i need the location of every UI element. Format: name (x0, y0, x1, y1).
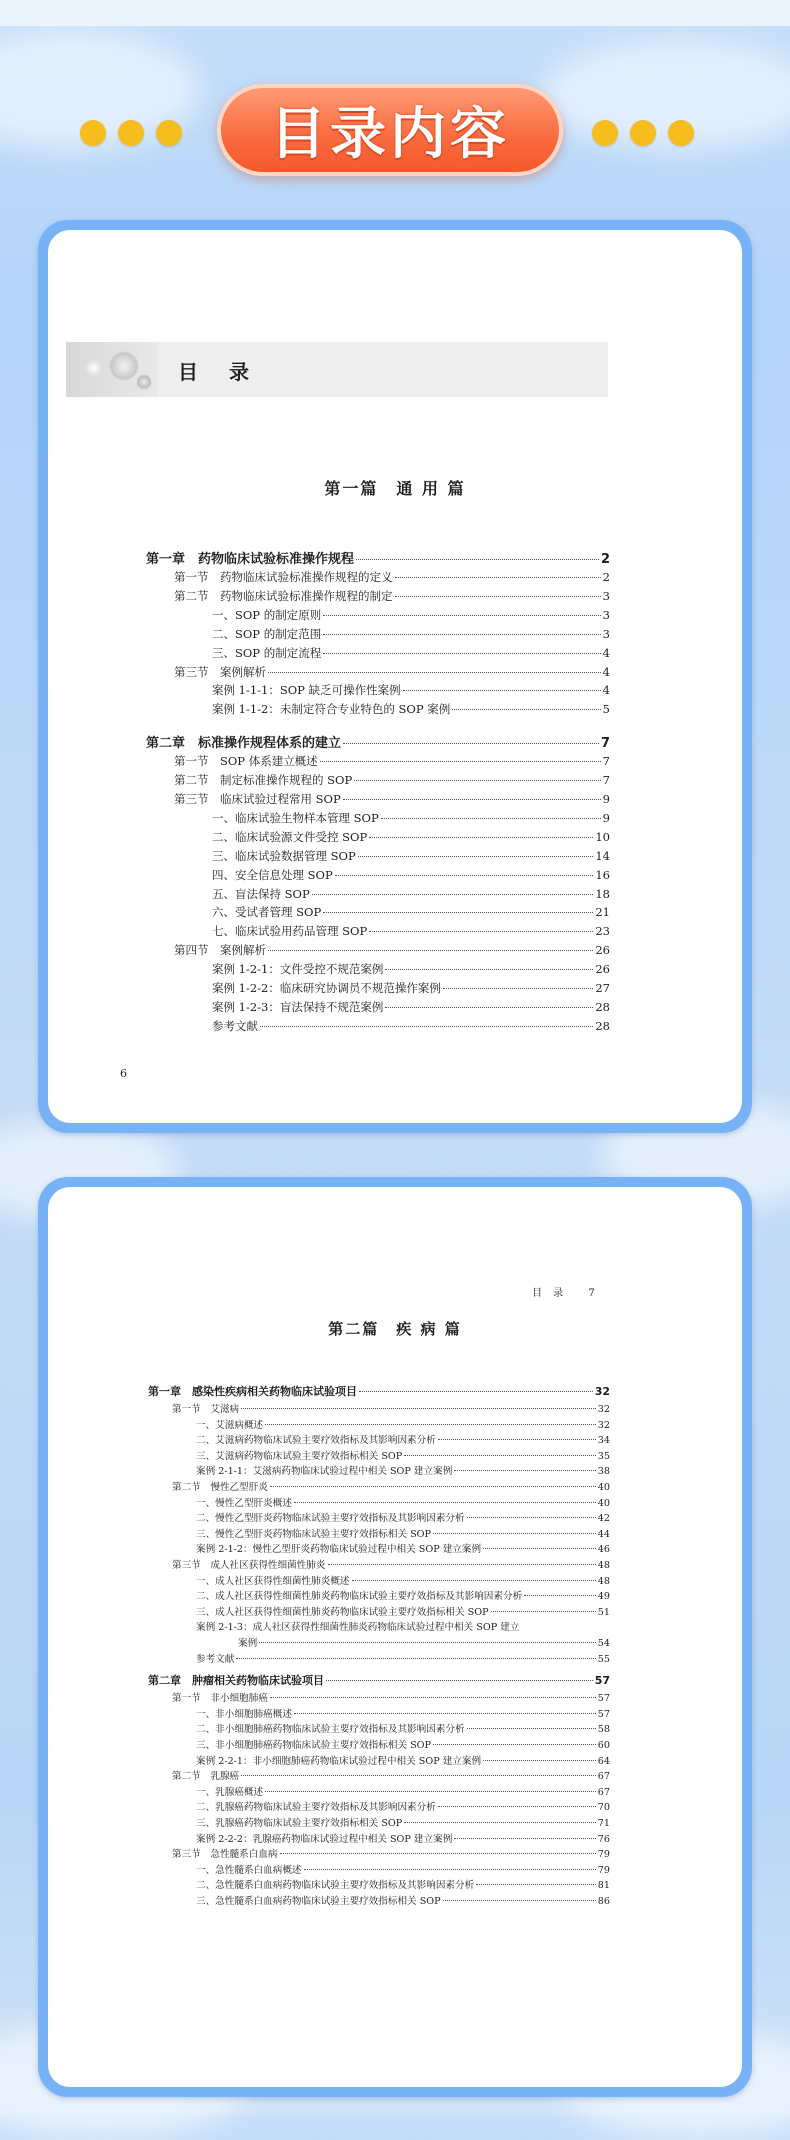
toc-leader-dots (241, 1408, 596, 1409)
toc-entry (212, 829, 610, 845)
toc-entry-page: 3 (602, 588, 610, 603)
toc-header-bar (66, 342, 608, 397)
toc-entry (196, 1862, 610, 1876)
toc-entry (196, 1510, 610, 1524)
toc-leader-dots (343, 799, 601, 800)
toc-entry-page: 27 (595, 981, 610, 995)
toc-entry-page: 7 (600, 736, 610, 752)
toc-entry-label: 一、非小细胞肺癌概述 (196, 1708, 292, 1720)
page-1-content (48, 230, 742, 1123)
toc-entry (212, 904, 610, 920)
toc-entry-page: 38 (597, 1466, 610, 1478)
toc-leader-dots (323, 653, 600, 654)
toc-entry-page: 32 (597, 1404, 610, 1415)
toc-entry-label: 二、急性髓系白血病药物临床试验主要疗效指标及其影响因素分析 (196, 1880, 475, 1892)
toc-entry-label: 第一节 艾滋病 (172, 1404, 240, 1415)
toc-entry-label: 一、SOP 的制定原则 (212, 607, 322, 622)
toc-entry-label: 参考文献 (212, 1018, 258, 1033)
toc-leader-dots (524, 1595, 596, 1596)
running-head (532, 1284, 599, 1299)
toc-entry-page: 21 (595, 905, 610, 920)
toc-entry-page: 40 (597, 1497, 610, 1509)
toc-entry-label: 第二节 乳腺癌 (172, 1771, 240, 1783)
toc-leader-dots (404, 1455, 596, 1456)
toc-entry-label: 二、非小细胞肺癌药物临床试验主要疗效指标及其影响因素分析 (196, 1724, 465, 1736)
toc-entry-label: 第三节 急性髓系白血病 (172, 1849, 278, 1861)
toc-entry-page: 26 (595, 962, 610, 977)
toc-entry (172, 1401, 610, 1415)
toc-entry-page: 2 (602, 570, 610, 584)
toc-leader-dots (343, 743, 599, 744)
toc-entry (174, 772, 610, 788)
toc-leader-dots (359, 1391, 593, 1392)
toc-header-title: 目 录 (178, 360, 261, 384)
toc-entry-page: 49 (597, 1591, 610, 1603)
toc-entry-page: 14 (595, 848, 610, 863)
toc-entry-label: 第三节 成人社区获得性细菌性肺炎 (172, 1560, 326, 1571)
toc-entry-label: 案例 1-1-1：SOP 缺乏可操作性案例 (212, 683, 401, 698)
toc-leader-dots (476, 1884, 596, 1885)
toc-leader-dots (236, 1658, 595, 1659)
toc-leader-dots (491, 1611, 596, 1612)
toc-chapter-entry (148, 1383, 610, 1399)
toc-leader-dots (354, 780, 600, 781)
toc-entry-page: 23 (595, 924, 610, 939)
toc-entry-label: 三、临床试验数据管理 SOP (212, 848, 356, 863)
toc-leader-dots (483, 1548, 596, 1549)
toc-entry-page: 3 (602, 626, 610, 641)
toc-leader-dots (369, 931, 593, 932)
toc-entry (212, 980, 610, 996)
toc-entry (196, 1417, 610, 1431)
toc-entry-page: 57 (594, 1674, 610, 1688)
toc-leader-dots (454, 1838, 595, 1839)
toc-leader-dots (352, 1580, 596, 1581)
toc-entry (172, 1557, 610, 1571)
toc-entry (172, 1690, 610, 1704)
toc-leader-dots (270, 1486, 596, 1487)
toc-entry-page: 58 (597, 1724, 610, 1736)
toc-entry-label: 二、乳腺癌药物临床试验主要疗效指标及其影响因素分析 (196, 1802, 436, 1814)
part-title: 第二篇 疾 病 篇 (328, 1320, 462, 1338)
toc-entry-label: 一、成人社区获得性细菌性肺炎概述 (196, 1575, 350, 1587)
toc-entry-page: 9 (602, 792, 610, 806)
toc-entry (212, 867, 610, 883)
right-dots (592, 120, 694, 146)
toc-entry (212, 626, 610, 642)
toc-entry-label: 案例 (238, 1638, 258, 1649)
toc-entry (196, 1588, 610, 1602)
toc-entry-label: 第一节 药物临床试验标准操作规程的定义 (174, 570, 393, 584)
toc-entry-page: 57 (597, 1693, 610, 1705)
toc-entry (196, 1463, 610, 1477)
toc-leader-dots (385, 1007, 593, 1008)
page-2-content (48, 1187, 742, 2087)
banner-title: 目录内容 (270, 102, 510, 167)
toc-leader-dots (268, 672, 601, 673)
toc-entry-label: 三、急性髓系白血病药物临床试验主要疗效指标相关 SOP (196, 1896, 441, 1907)
toc-entry-page: 42 (597, 1513, 610, 1525)
toc-entry-label: 案例 1-1-2：未制定符合专业特色的 SOP 案例 (212, 702, 451, 717)
toc-entry-page: 70 (597, 1802, 610, 1814)
toc-entry-label: 第二章 标准操作规程体系的建立 (146, 736, 342, 752)
toc-entry (196, 1432, 610, 1446)
running-head-title: 目 录 (532, 1288, 568, 1299)
toc-entry-label: 一、慢性乙型肝炎概述 (196, 1497, 292, 1509)
toc-entry (196, 1619, 610, 1633)
toc-entry (196, 1573, 610, 1587)
dot-decoration (118, 120, 144, 146)
toc-entry-label: 案例 2-1-3：成人社区获得性细菌性肺炎药物临床试验过程中相关 SOP 建立 (196, 1622, 520, 1634)
toc-entry (196, 1877, 610, 1891)
toc-entry-page: 48 (597, 1560, 610, 1571)
toc-leader-dots (381, 818, 601, 819)
toc-entry-label: 第二章 肿瘤相关药物临床试验项目 (148, 1674, 324, 1688)
toc-entry (172, 1846, 610, 1860)
toc-card-1 (38, 220, 752, 1133)
toc-leader-dots (358, 856, 594, 857)
toc-entry-page: 54 (597, 1638, 610, 1649)
toc-leader-dots (312, 894, 594, 895)
toc-leader-dots (433, 1533, 596, 1534)
toc-leader-dots (270, 1697, 596, 1698)
toc-entry-page: 32 (594, 1385, 610, 1398)
dot-decoration (156, 120, 182, 146)
toc-entry-label: 五、盲法保持 SOP (212, 886, 310, 901)
toc-entry-page: 3 (602, 607, 610, 622)
toc-leader-dots (323, 615, 600, 616)
toc-leader-dots (438, 1439, 596, 1440)
toc-entry-label: 一、乳腺癌概述 (196, 1786, 264, 1798)
toc-entry-page: 57 (597, 1708, 610, 1720)
toc-entry-label: 二、成人社区获得性细菌性肺炎药物临床试验主要疗效指标及其影响因素分析 (196, 1591, 523, 1603)
toc-entry-label: 六、受试者管理 SOP (212, 905, 322, 920)
toc-entry-label: 第二节 药物临床试验标准操作规程的制定 (174, 588, 393, 603)
toc-leader-dots (438, 1806, 596, 1807)
toc-entry (212, 701, 610, 717)
toc-entry-label: 第二节 慢性乙型肝炎 (172, 1482, 268, 1493)
toc-entry-label: 二、慢性乙型肝炎药物临床试验主要疗效指标及其影响因素分析 (196, 1513, 465, 1525)
toc-entry-page: 4 (602, 683, 610, 698)
toc-entry (238, 1635, 610, 1649)
toc-entry (196, 1604, 610, 1618)
toc-entry-page: 79 (597, 1849, 610, 1861)
left-dots (80, 120, 182, 146)
toc-entry-label: 第一章 药物临床试验标准操作规程 (146, 552, 355, 567)
toc-entry (212, 961, 610, 977)
toc-leader-dots (467, 1517, 596, 1518)
header-image (66, 342, 158, 397)
banner-title-pill (217, 84, 563, 176)
toc-leader-dots (259, 1642, 596, 1643)
toc-entry-page: 46 (597, 1544, 610, 1556)
toc-entry-label: 案例 2-1-2：慢性乙型肝炎药物临床试验过程中相关 SOP 建立案例 (196, 1544, 482, 1556)
running-head-page: 7 (588, 1288, 599, 1299)
toc-entry-page: 28 (595, 1018, 610, 1033)
toc-leader-dots (294, 1502, 596, 1503)
toc-leader-dots (241, 1775, 596, 1776)
toc-leader-dots (326, 1680, 593, 1681)
toc-entry-label: 三、艾滋病药物临床试验主要疗效指标相关 SOP (196, 1450, 403, 1462)
toc-card-2 (38, 1177, 752, 2097)
toc-entry-label: 第四节 案例解析 (174, 943, 266, 958)
toc-page-1 (48, 230, 742, 1123)
toc-entry-label: 二、临床试验源文件受控 SOP (212, 829, 368, 844)
toc-chapter-entry (146, 732, 610, 751)
toc-leader-dots (304, 1869, 596, 1870)
toc-leader-dots (403, 690, 601, 691)
toc-leader-dots (433, 1744, 596, 1745)
toc-leader-dots (335, 875, 594, 876)
toc-entry-page: 71 (597, 1818, 610, 1829)
toc-leader-dots (260, 1026, 593, 1027)
dot-decoration (80, 120, 106, 146)
toc-entry-label: 案例 2-2-1：非小细胞肺癌药物临床试验过程中相关 SOP 建立案例 (196, 1755, 482, 1767)
toc-entry (174, 791, 610, 807)
toc-entry-page: 86 (597, 1896, 610, 1907)
toc-entry-page: 4 (602, 645, 610, 660)
toc-entry (212, 810, 610, 826)
toc-entry (174, 588, 610, 604)
part-title: 第一篇 通 用 篇 (324, 479, 466, 498)
toc-entry-label: 三、成人社区获得性细菌性肺炎药物临床试验主要疗效指标相关 SOP (196, 1606, 489, 1618)
toc-entry-label: 三、慢性乙型肝炎药物临床试验主要疗效指标相关 SOP (196, 1528, 432, 1540)
toc-entry-page: 26 (595, 943, 610, 958)
toc-entry-label: 一、临床试验生物样本管理 SOP (212, 810, 379, 825)
toc-leader-dots (265, 1424, 596, 1425)
toc-entry-page: 81 (597, 1880, 610, 1892)
toc-entry-label: 第一节 SOP 体系建立概述 (174, 754, 318, 769)
toc-chapter-entry (148, 1672, 610, 1688)
toc-entry (212, 607, 610, 623)
toc-entry (196, 1526, 610, 1540)
toc-page-2 (48, 1187, 742, 2087)
toc-entry-page: 67 (597, 1771, 610, 1783)
toc-entry (174, 569, 610, 585)
toc-leader-dots (294, 1713, 596, 1714)
toc-entry (196, 1737, 610, 1751)
toc-entry (174, 753, 610, 769)
top-band (0, 0, 790, 26)
toc-leader-dots (443, 988, 593, 989)
dot-decoration (592, 120, 618, 146)
toc-entry-page: 10 (595, 829, 610, 844)
toc-leader-dots (268, 950, 593, 951)
toc-entry-label: 案例 1-2-2：临床研究协调员不规范操作案例 (212, 981, 441, 995)
toc-entry (172, 1479, 610, 1493)
toc-leader-dots (467, 1728, 596, 1729)
toc-entry-page: 67 (597, 1786, 610, 1798)
toc-entry (196, 1706, 610, 1720)
toc-entry (196, 1893, 610, 1907)
page-number: 6 (120, 1067, 127, 1080)
toc-entry-page: 9 (602, 810, 610, 825)
toc-entry-page: 7 (602, 754, 610, 769)
toc-entry-label: 第一节 非小细胞肺癌 (172, 1693, 268, 1705)
toc-leader-dots (356, 559, 599, 560)
toc-entry (196, 1799, 610, 1813)
toc-entry-page: 40 (597, 1482, 610, 1493)
toc-entry-label: 三、SOP 的制定流程 (212, 645, 322, 660)
toc-entry-label: 第二节 制定标准操作规程的 SOP (174, 773, 353, 788)
toc-entry-page: 35 (597, 1450, 610, 1462)
toc-entry (196, 1784, 610, 1798)
toc-entry-page: 64 (597, 1755, 610, 1767)
toc-entry (212, 682, 610, 698)
toc-entry-page: 55 (597, 1653, 610, 1665)
toc-entry-page: 60 (597, 1740, 610, 1751)
toc-entry (196, 1541, 610, 1555)
toc-entry-page: 16 (595, 867, 610, 882)
toc-entry (196, 1495, 610, 1509)
toc-leader-dots (454, 1470, 595, 1471)
toc-entry-page: 79 (597, 1864, 610, 1876)
toc-entry-page: 34 (597, 1435, 610, 1447)
toc-entry (212, 848, 610, 864)
toc-entry-page: 5 (602, 702, 610, 717)
toc-leader-dots (443, 1900, 596, 1901)
toc-entry-page: 32 (597, 1419, 610, 1431)
toc-leader-dots (323, 912, 593, 913)
toc-entry-label: 三、非小细胞肺癌药物临床试验主要疗效指标相关 SOP (196, 1740, 432, 1751)
toc-entry (196, 1651, 610, 1665)
toc-leader-dots (395, 577, 601, 578)
toc-entry (196, 1448, 610, 1462)
toc-chapter-entry (146, 548, 610, 567)
toc-entry-page: 51 (597, 1606, 610, 1618)
toc-entry-label: 一、急性髓系白血病概述 (196, 1864, 302, 1876)
toc-entry (212, 645, 610, 661)
toc-entry (212, 999, 610, 1015)
toc-entry-label: 四、安全信息处理 SOP (212, 867, 333, 882)
toc-entry-label: 七、临床试验用药品管理 SOP (212, 924, 368, 939)
toc-leader-dots (385, 969, 593, 970)
toc-entry (212, 1018, 610, 1034)
toc-entry-page: 76 (597, 1833, 610, 1845)
toc-leader-dots (369, 837, 593, 838)
toc-entry-label: 参考文献 (196, 1653, 235, 1665)
toc-entry-label: 二、艾滋病药物临床试验主要疗效指标及其影响因素分析 (196, 1435, 436, 1447)
toc-entry-label: 三、乳腺癌药物临床试验主要疗效指标相关 SOP (196, 1818, 403, 1829)
toc-entry-page: 4 (602, 664, 610, 679)
toc-entry-label: 第三节 案例解析 (174, 664, 266, 679)
toc-leader-dots (265, 1791, 596, 1792)
dot-decoration (630, 120, 656, 146)
toc-entry-page: 7 (602, 773, 610, 788)
toc-entry-label: 案例 1-2-3：盲法保持不规范案例 (212, 999, 384, 1014)
toc-entry-label: 案例 1-2-1：文件受控不规范案例 (212, 962, 384, 977)
toc-entry-page: 48 (597, 1575, 610, 1587)
toc-leader-dots (328, 1564, 596, 1565)
toc-entry (196, 1815, 610, 1829)
toc-leader-dots (483, 1760, 596, 1761)
toc-entry (196, 1831, 610, 1845)
toc-entry-page: 18 (595, 886, 610, 901)
toc-entry-label: 第三节 临床试验过程常用 SOP (174, 792, 341, 806)
toc-entry-label: 案例 2-1-1：艾滋病药物临床试验过程中相关 SOP 建立案例 (196, 1466, 453, 1478)
toc-entry-label: 案例 2-2-2：乳腺癌药物临床试验过程中相关 SOP 建立案例 (196, 1833, 453, 1845)
toc-leader-dots (320, 761, 601, 762)
toc-entry-label: 一、艾滋病概述 (196, 1419, 264, 1431)
toc-entry (196, 1721, 610, 1735)
toc-entry (174, 664, 610, 680)
toc-entry-page: 2 (600, 552, 610, 567)
toc-entry-page: 28 (595, 999, 610, 1014)
toc-leader-dots (395, 596, 601, 597)
toc-leader-dots (404, 1822, 596, 1823)
toc-leader-dots (280, 1853, 596, 1854)
toc-entry (196, 1753, 610, 1767)
toc-leader-dots (452, 709, 600, 710)
toc-entry (172, 1768, 610, 1782)
toc-leader-dots (323, 634, 600, 635)
toc-entry (212, 923, 610, 939)
dot-decoration (668, 120, 694, 146)
toc-entry (212, 886, 610, 902)
toc-entry-page: 44 (597, 1528, 610, 1540)
toc-entry-label: 第一章 感染性疾病相关药物临床试验项目 (148, 1385, 357, 1398)
toc-entry-label: 二、SOP 的制定范围 (212, 626, 322, 641)
toc-entry (174, 942, 610, 958)
